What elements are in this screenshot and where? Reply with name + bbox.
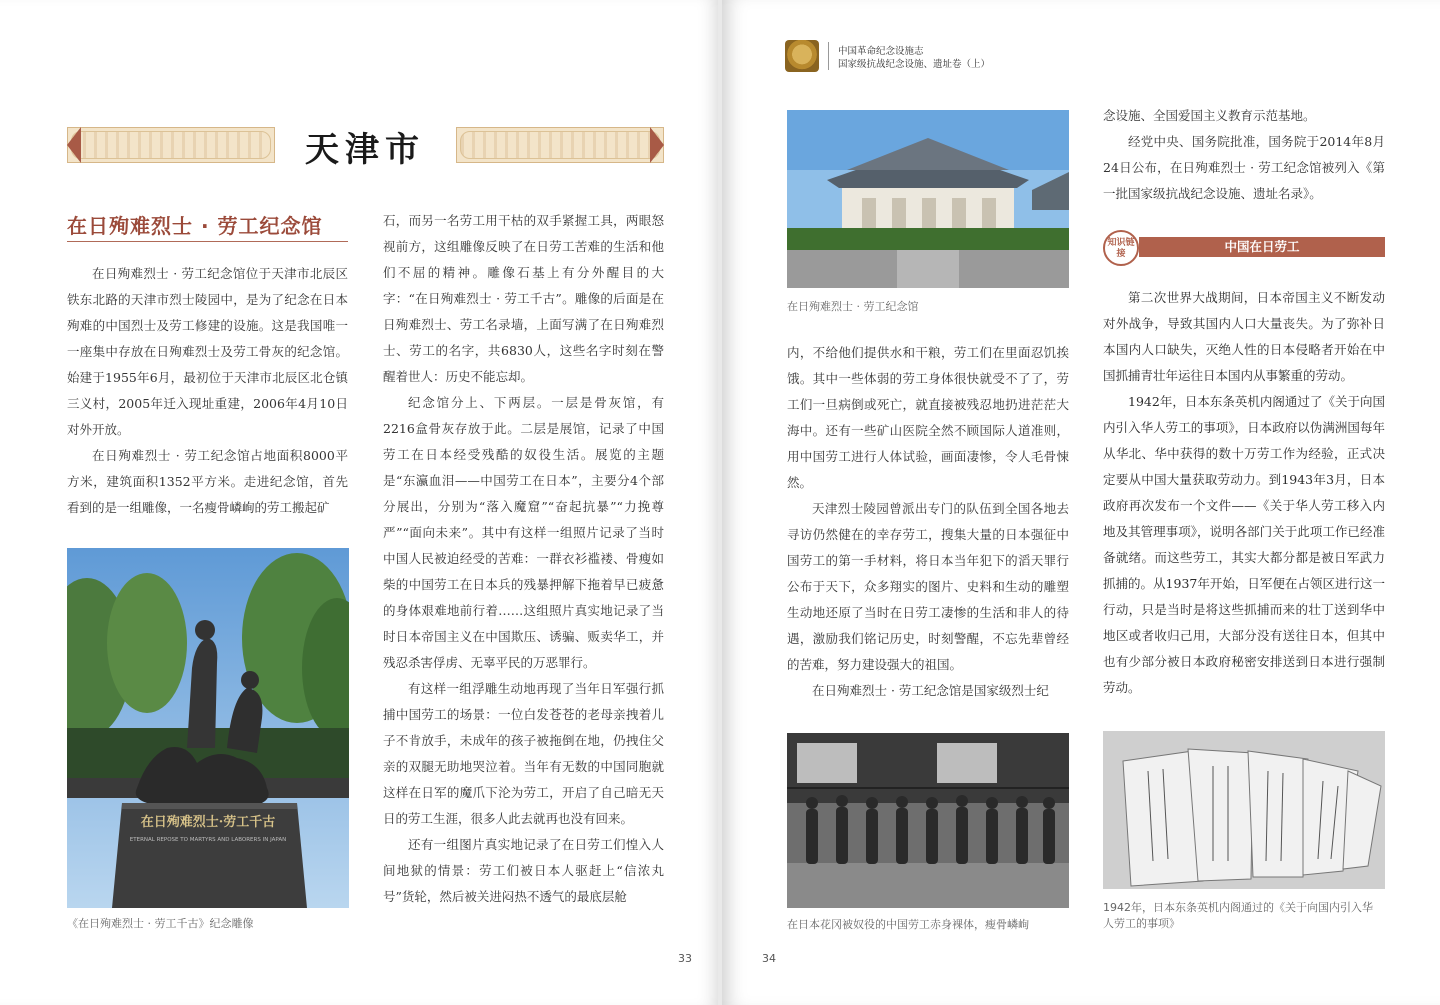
paragraph: 在日殉难烈士 · 劳工纪念馆占地面积8000平方米，建筑面积1352平方米。走进纪念馆，首先看到的是一组雕像，一名瘦骨嶙峋的劳工搬起矿	[67, 448, 348, 515]
paragraph: 第二次世界大战期间，日本帝国主义不断发动对外战争，导致其国内人口大量丧失。为了弥补日本国内人口缺失，灭绝人性的日本侵略者开始在中国抓捕青壮年运往日本国内从事繁重的劳动。	[1103, 290, 1385, 383]
paragraph: 念设施、全国爱国主义教育示范基地。	[1103, 108, 1316, 123]
paragraph: 天津烈士陵园曾派出专门的队伍到全国各地去寻访仍然健在的幸存劳工，搜集大量的日本强征中国劳工的第一手材料，将日本当年犯下的滔天罪行公布于天下，众多翔实的图片、史料和生动的雕塑生动地还原了当时在日劳工凄惨的生活和非人的待遇，激励我们铭记历史，时刻警醒，不忘先辈曾经的苦难，努力建设强大的祖国。	[787, 501, 1069, 672]
paragraph: 在日殉难烈士 · 劳工纪念馆位于天津市北辰区铁东北路的天津市烈士陵园中，是为了纪念在日本殉难的中国烈士及劳工修建的设施。这是我国唯一一座集中存放在日殉难烈士及劳工骨灰的纪念馆。始建于1955年6月，最初位于天津市北辰区北仓镇三义村，2005年迁入现址重建，2006年4月10日对外开放。	[67, 266, 348, 437]
right-column-1	[787, 340, 1069, 704]
page-number-right: 34	[762, 952, 776, 965]
documents-caption-line-1: 1942年，日本东条英机内阁通过的《关于向国内引入华	[1103, 901, 1373, 914]
header-separator	[828, 42, 829, 70]
laborers-photo	[787, 733, 1069, 908]
documents-caption-line-2: 人劳工的事项》	[1103, 917, 1180, 930]
right-column-2-top	[1103, 103, 1385, 207]
running-header	[838, 45, 990, 71]
paragraph: 有这样一组浮雕生动地再现了当年日军强行抓捕中国劳工的场景：一位白发苍苍的老母亲拽着儿子不肯放手，未成年的孩子被拖倒在地，仍拽住父亲的双腿无助地哭泣着。当年有无数的中国同胞就这样在日军的魔爪下沦为劳工，开启了自己暗无天日的劳工生涯，很多人此去就再也没有回来。	[383, 681, 664, 826]
section-title: 在日殉难烈士 · 劳工纪念馆	[67, 214, 323, 238]
paragraph: 1942年，日本东条英机内阁通过了《关于向国内引入华人劳工的事项》，日本政府以伪满洲国每年从华北、华中获得的数十万劳工作为经验，正式决定要从中国大量获取劳动力。到1943年3月，日本政府再次发布一个文件——《关于华人劳工移入内地及其管理事项》，说明各部门关于此项工作已经准备就绪。而这些劳工，其实大都分都是被日军武力抓捕的。从1937年开始，日军便在占领区进行这一行动，只是当时是将这些抓捕而来的壮丁送到华中地区或者收归己用，大部分没有送往日本，但其中也有少部分被日本政府秘密安排送到日本进行强制劳动。	[1103, 394, 1385, 695]
paragraph: 内，不给他们提供水和干粮，劳工们在里面忍饥挨饿。其中一些体弱的劳工身体很快就受不了了，劳工们一旦病倒或死亡，就直接被残忍地扔进茫茫大海中。还有一些矿山医院全然不顾国际人道准则，用中国劳工进行人体试验，画面凄惨，令人毛骨悚然。	[787, 345, 1069, 490]
laborers-illustration	[787, 733, 1069, 908]
header-line-1: 中国革命纪念设施志	[838, 46, 924, 57]
page-number-left: 33	[678, 952, 692, 965]
knowledge-link-badge: 知识链接	[1103, 230, 1139, 266]
left-column-1	[67, 261, 348, 521]
statue-photo	[67, 548, 349, 908]
building-caption: 在日殉难烈士 · 劳工纪念馆	[787, 300, 919, 313]
banner-ornament-right	[456, 127, 664, 163]
left-page	[0, 0, 718, 1005]
header-line-2: 国家级抗战纪念设施、遗址卷（上）	[838, 59, 991, 70]
knowledge-link-title: 中国在日劳工	[1139, 237, 1385, 257]
building-illustration	[787, 110, 1069, 288]
header-logo-icon	[785, 40, 819, 72]
paragraph: 石，而另一名劳工用干枯的双手紧握工具，两眼怒视前方，这组雕像反映了在日劳工苦难的生活和他们不屈的精神。雕像石基上有分外醒目的大字：“在日殉难烈士 · 劳工千古”。雕像的后面是在日殉难烈士、劳工名录墙，上面写满了在日殉难烈士、劳工的名字，共6830人，这些名字时刻在警醒着世人：历史不能忘却。	[383, 213, 664, 384]
laborers-caption: 在日本花冈被奴役的中国劳工赤身裸体，瘦骨嶙峋	[787, 918, 1029, 931]
documents-illustration	[1103, 731, 1385, 889]
paragraph: 还有一组图片真实地记录了在日劳工们惶入人间地狱的情景：劳工们被日本人驱赶上“信浓丸号”货轮，然后被关进闷热不透气的最底层舱	[383, 837, 664, 904]
statue-plaque-text: 在日殉难烈士·劳工千古	[140, 815, 276, 830]
paragraph: 在日殉难烈士 · 劳工纪念馆是国家级烈士纪	[812, 683, 1049, 698]
documents-caption	[1103, 900, 1373, 932]
statue-plaque-subtext: ETERNAL REPOSE TO MARTYRS AND LABORERS IN JAPAN	[129, 837, 287, 843]
statue-caption: 《在日殉难烈士 · 劳工千古》纪念雕像	[67, 917, 254, 930]
chapter-title: 天津市	[305, 130, 425, 170]
paragraph: 经党中央、国务院批准，国务院于2014年8月24日公布，在日殉难烈士 · 劳工纪念馆被列入《第一批国家级抗战纪念设施、遗址名录》。	[1103, 134, 1385, 201]
statue-illustration	[67, 548, 349, 908]
documents-photo	[1103, 731, 1385, 889]
memorial-building-photo	[787, 110, 1069, 288]
paragraph: 纪念馆分上、下两层。一层是骨灰馆，有2216盒骨灰存放于此。二层是展馆，记录了中国劳工在日本经受残酷的奴役生活。展览的主题是“东瀛血泪——中国劳工在日本”，主要分4个部分展出，分别为“落入魔窟”“奋起抗暴”“力挽尊严”“面向未来”。其中有这样一组照片记录了当时中国人民被迫经受的苦难：一群衣衫褴褛、骨瘦如柴的中国劳工在日本兵的残暴押解下拖着早已疲惫的身体艰难地前行着……这组照片真实地记录了当时日本帝国主义在中国欺压、诱骗、贩卖华工，并残忍杀害俘虏、无辜平民的万恶罪行。	[383, 395, 664, 670]
left-column-2	[383, 208, 664, 910]
section-divider	[67, 241, 348, 242]
banner-ornament-left	[67, 127, 275, 163]
knowledge-link-body	[1103, 285, 1385, 701]
